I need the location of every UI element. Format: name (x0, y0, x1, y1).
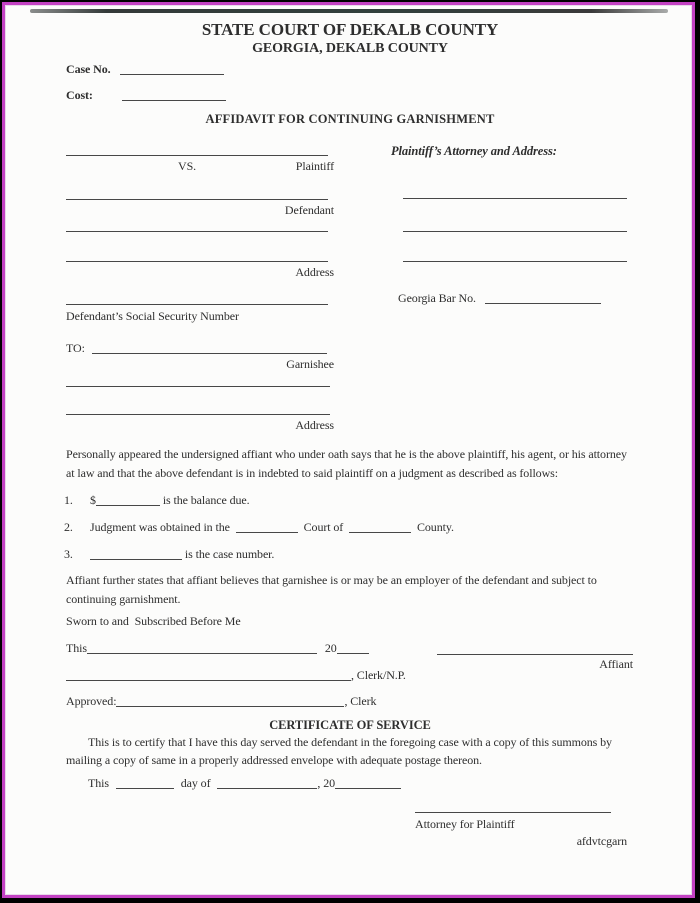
form-code-row (415, 834, 627, 849)
affiant-label: Affiant (599, 657, 633, 671)
cert-day-blank[interactable] (116, 776, 174, 789)
cert-this-label: This (88, 776, 109, 790)
clerk-np-label: , Clerk/N.P. (351, 668, 406, 682)
certificate-title: CERTIFICATE OF SERVICE (269, 718, 431, 732)
attorney-heading: Plaintiff’s Attorney and Address: (391, 144, 557, 158)
plaintiff-label: Plaintiff (295, 159, 334, 173)
defendant-address-line-1[interactable] (66, 231, 328, 232)
to-row (66, 341, 327, 356)
affiant-row (437, 657, 633, 672)
sworn-label: Sworn to and Subscribed Before Me (66, 614, 241, 628)
approved-label: Approved: (66, 694, 117, 708)
item-3-text: is the case number. (184, 547, 275, 561)
certificate-date-row (88, 776, 401, 791)
defendant-label: Defendant (284, 203, 334, 217)
address-label: Address (295, 265, 334, 279)
garnishee-name-blank[interactable] (92, 341, 327, 354)
employer-line-1: Affiant further states that affiant believes that garnishee is or may be an employer of the defendant and subject to (66, 573, 597, 587)
item-1-number: 1. (64, 493, 73, 507)
form-title: AFFIDAVIT FOR CONTINUING GARNISHMENT (205, 112, 495, 126)
garnishee-address-label: Address (295, 418, 334, 432)
defendant-name-line[interactable] (66, 199, 328, 200)
item-3 (64, 547, 274, 562)
attorney-for-plaintiff-label: Attorney for Plaintiff (415, 817, 515, 831)
attorney-signature-line[interactable] (415, 812, 611, 813)
clerk-np-row (66, 668, 406, 683)
county-name-blank[interactable] (349, 520, 411, 533)
ssn-label: Defendant’s Social Security Number (66, 309, 239, 323)
clerk-np-signature-blank[interactable] (66, 668, 351, 681)
garnishee-address-line-1[interactable] (66, 386, 330, 387)
sworn-this-label: This (66, 641, 87, 655)
defendant-address-line-2[interactable] (66, 261, 328, 262)
certificate-line-1: This is to certify that I have this day served the defendant in the foregoing case with a copy of this summons by (88, 735, 612, 749)
garnishee-label: Garnishee (286, 357, 334, 371)
certificate-line-2: mailing a copy of same in a properly addressed envelope with adequate postage thereon. (66, 753, 482, 767)
sworn-date-row (66, 641, 369, 656)
cert-day-of-label: day of (180, 776, 211, 790)
attorney-line-1[interactable] (403, 198, 627, 199)
court-subtitle: GEORGIA, DEKALB COUNTY (252, 41, 448, 56)
item-1-text: is the balance due. (162, 493, 250, 507)
approved-signature-blank[interactable] (116, 694, 344, 707)
approved-row (66, 694, 376, 709)
cost-row (66, 88, 226, 103)
affiant-signature-line[interactable] (437, 654, 633, 655)
employer-line-2: continuing garnishment. (66, 592, 181, 606)
court-name-blank[interactable] (236, 520, 298, 533)
cert-year-blank[interactable] (335, 776, 401, 789)
item-2-number: 2. (64, 520, 73, 534)
item-3-number: 3. (64, 547, 73, 561)
case-no-row (66, 62, 224, 77)
sworn-date-blank[interactable] (87, 641, 317, 654)
case-number-blank[interactable] (90, 547, 182, 560)
garnishee-row (66, 357, 334, 372)
attorney-line-2[interactable] (403, 231, 627, 232)
plaintiff-name-line[interactable] (66, 155, 328, 156)
scan-artifact-band (30, 9, 668, 13)
court-title: STATE COURT OF DEKALB COUNTY (201, 20, 499, 39)
cert-month-blank[interactable] (217, 776, 317, 789)
sworn-year-prefix: 20 (324, 641, 337, 655)
vs-label: VS. (178, 159, 197, 173)
cert-year-prefix: , 20 (317, 776, 335, 790)
sworn-year-blank[interactable] (337, 641, 369, 654)
georgia-bar-row (398, 291, 601, 306)
item-2-pre: Judgment was obtained in the (90, 520, 230, 534)
ssn-line[interactable] (66, 304, 328, 305)
cost-blank[interactable] (122, 88, 226, 101)
georgia-bar-label: Georgia Bar No. (398, 291, 476, 305)
item-1 (64, 493, 250, 508)
item-2 (64, 520, 454, 535)
attorney-line-3[interactable] (403, 261, 627, 262)
dollar-sign: $ (90, 493, 96, 507)
cost-label: Cost: (66, 88, 93, 102)
georgia-bar-blank[interactable] (485, 291, 601, 304)
to-label: TO: (66, 341, 85, 355)
item-2-post: County. (417, 520, 454, 534)
garnishee-address-row (66, 418, 334, 433)
clerk-label: , Clerk (344, 694, 377, 708)
item-2-mid: Court of (303, 520, 344, 534)
address-row (66, 265, 334, 280)
case-no-blank[interactable] (120, 62, 224, 75)
balance-blank[interactable] (96, 493, 160, 506)
intro-line-1: Personally appeared the undersigned affiant who under oath says that he is the above plaintiff, his agent, or his attorney (66, 447, 627, 461)
vs-row (66, 159, 334, 174)
case-no-label: Case No. (66, 62, 111, 76)
defendant-row (66, 203, 334, 218)
garnishee-address-line-2[interactable] (66, 414, 330, 415)
form-code: afdvtcgarn (576, 834, 627, 848)
intro-line-2: at law and that the above defendant is in indebted to said plaintiff on a judgment as described as follows: (66, 466, 558, 480)
